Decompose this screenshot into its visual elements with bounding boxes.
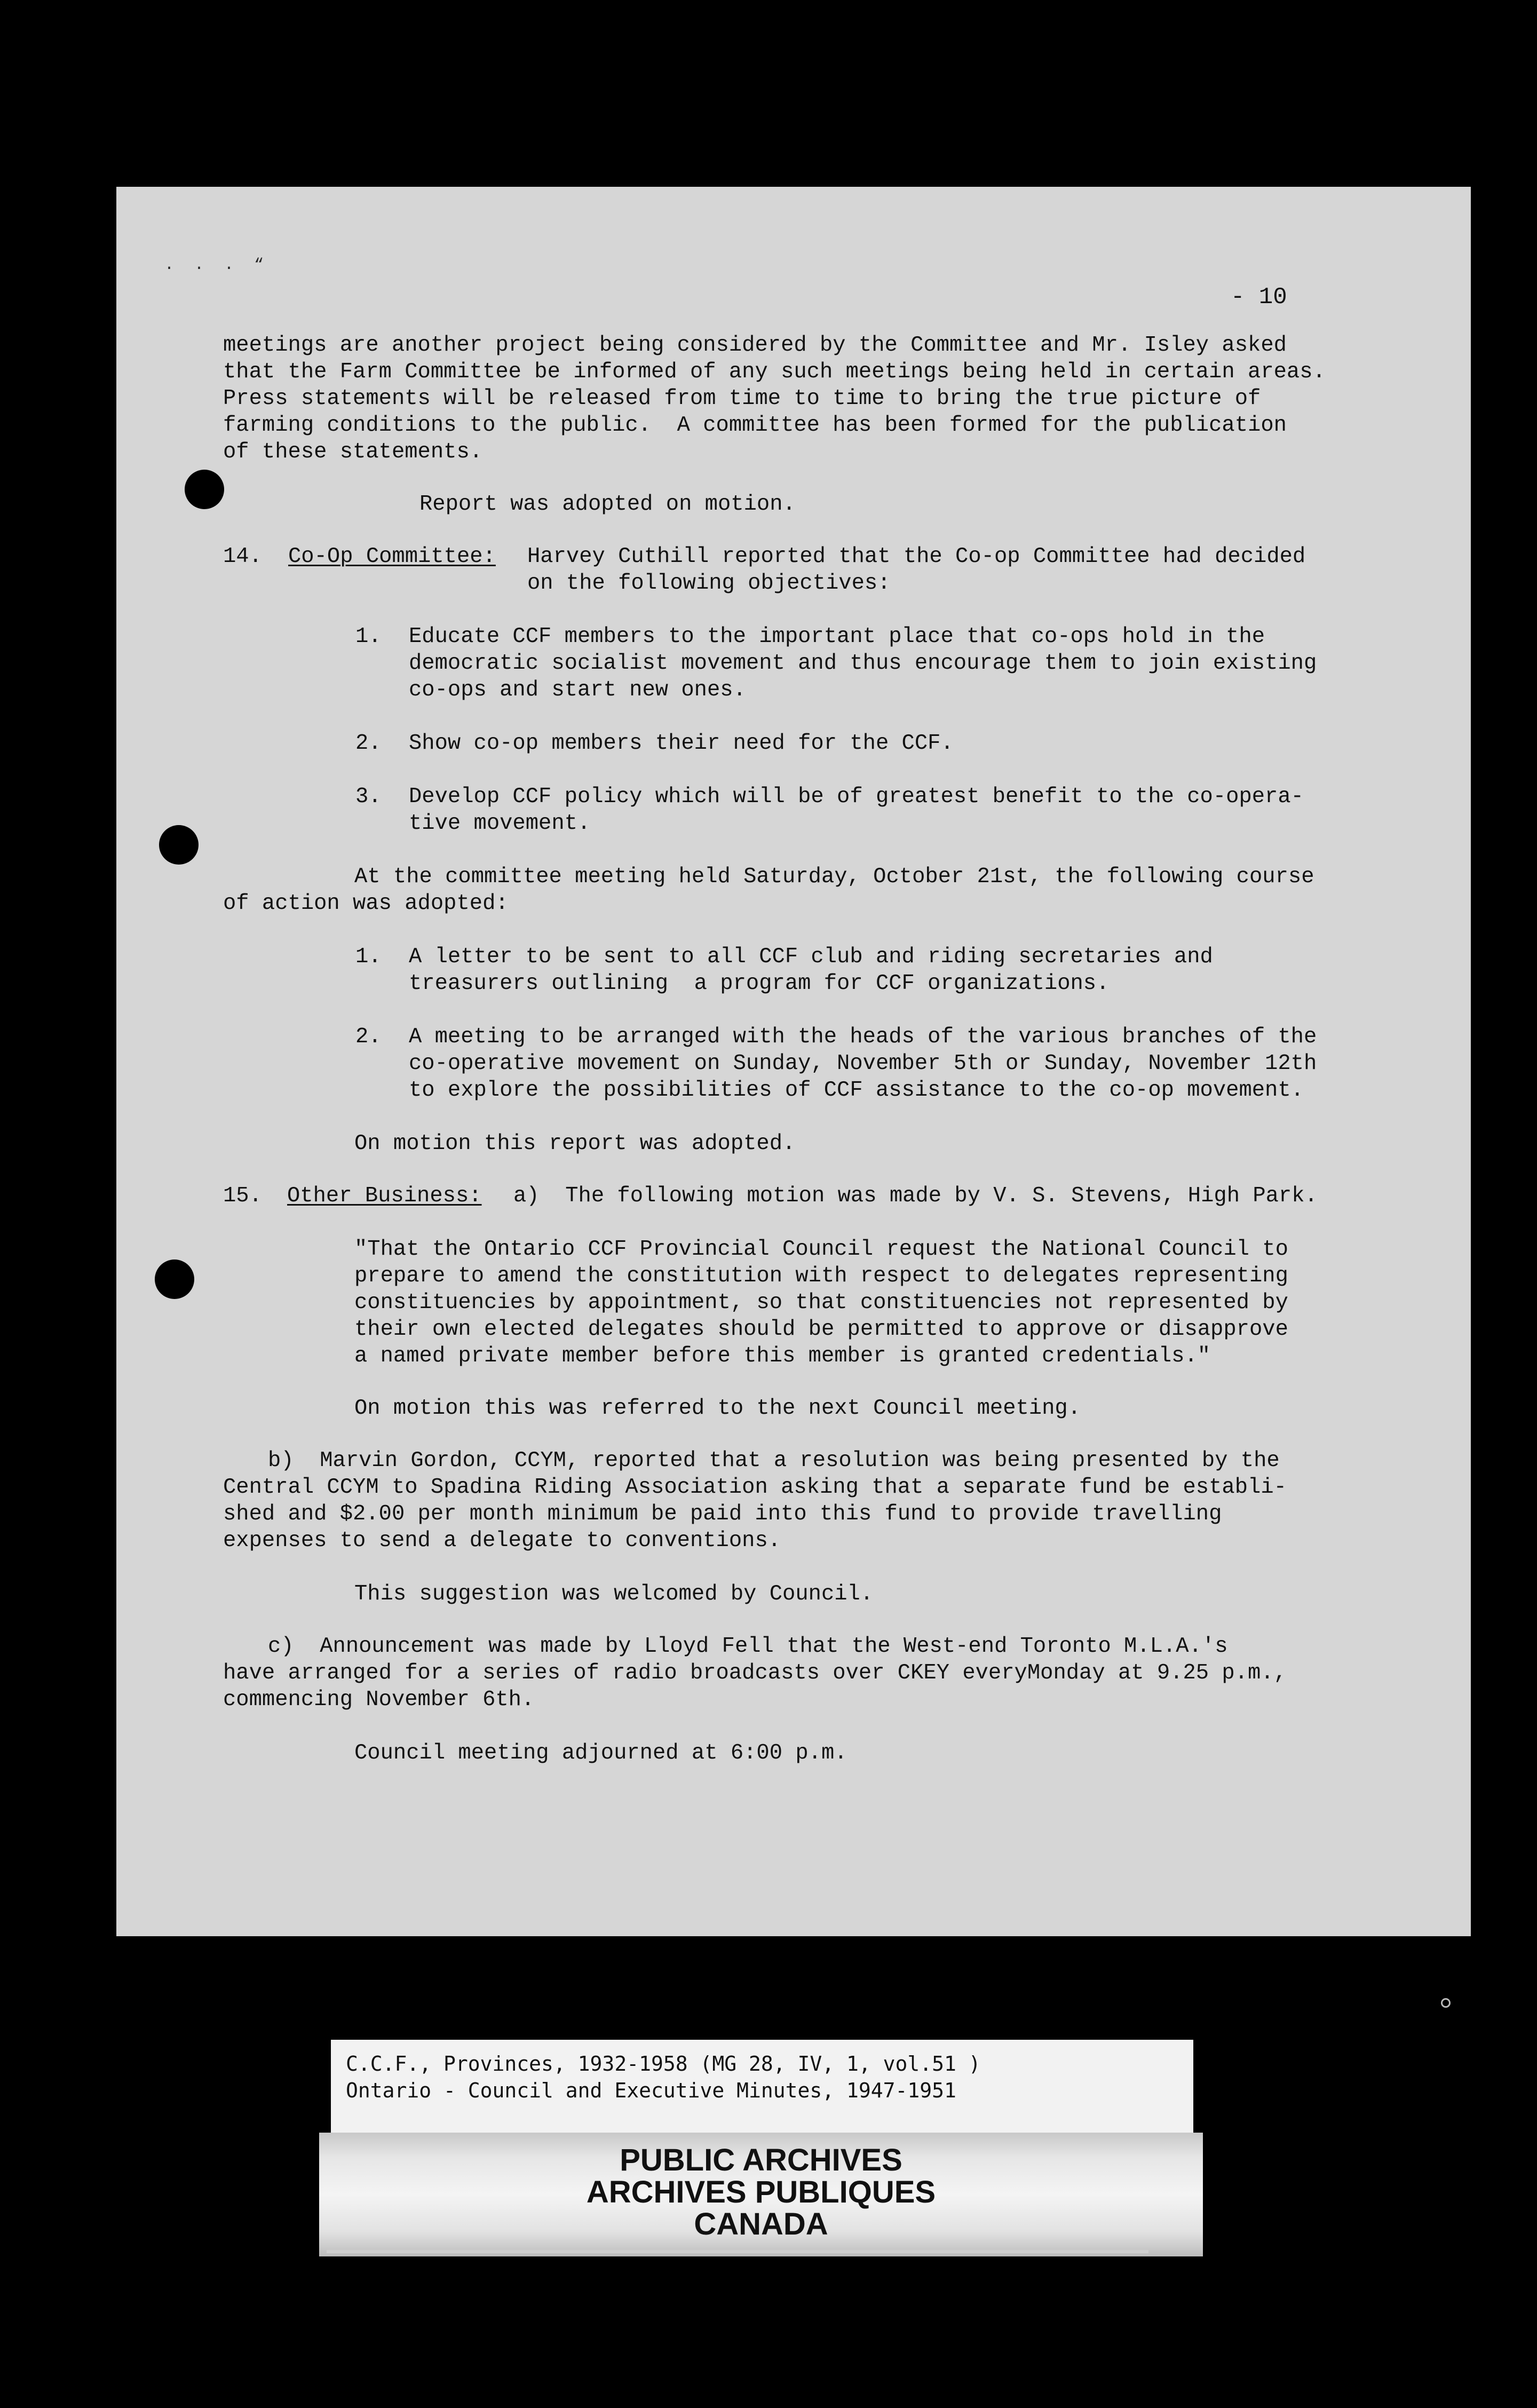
paragraph-line: a) The following motion was made by V. S. Stevens, High Park. xyxy=(513,1184,1318,1208)
paragraph-line: Central CCYM to Spadina Riding Association asking that a separate fund be establi- xyxy=(223,1475,1287,1500)
list-item-line: Educate CCF members to the important place that co-ops hold in the xyxy=(409,624,1265,649)
report-adopted: On motion this report was adopted. xyxy=(354,1131,796,1156)
list-item-line: to explore the possibilities of CCF assistance to the co-op movement. xyxy=(409,1078,1304,1103)
motion-line: constituencies by appointment, so that constituencies not represented by xyxy=(354,1290,1288,1315)
list-item-line: A meeting to be arranged with the heads of the various branches of the xyxy=(409,1025,1317,1049)
list-item-line: Develop CCF policy which will be of greatest benefit to the co-opera- xyxy=(409,785,1304,809)
list-number: 1. xyxy=(355,945,382,969)
list-number: 3. xyxy=(355,785,382,809)
page-number: - 10 xyxy=(1231,284,1287,311)
list-number: 1. xyxy=(355,624,382,649)
motion-line: their own elected delegates should be permitted to approve or disapprove xyxy=(354,1317,1288,1342)
list-number: 2. xyxy=(355,1025,382,1049)
paragraph-line: of these statements. xyxy=(223,440,483,464)
stamp-line: ARCHIVES PUBLIQUES xyxy=(586,2175,936,2209)
section-number: 15. xyxy=(223,1184,262,1208)
punch-hole xyxy=(155,1260,194,1299)
motion-line: a named private member before this member is granted credentials." xyxy=(354,1344,1211,1368)
corner-mark: . . . “ xyxy=(164,256,270,274)
section-heading: Other Business: xyxy=(287,1184,482,1208)
dust-speck xyxy=(1441,1998,1451,2008)
section-number: 14. xyxy=(223,544,262,569)
motion-line: prepare to amend the constitution with respect to delegates representing xyxy=(354,1264,1288,1288)
paragraph-line: farming conditions to the public. A committee has been formed for the publication xyxy=(223,413,1287,438)
list-item-line: co-operative movement on Sunday, November 5th or Sunday, November 12th xyxy=(409,1051,1317,1076)
report-adopted: Report was adopted on motion. xyxy=(419,492,796,517)
list-item-line: co-ops and start new ones. xyxy=(409,678,746,702)
paragraph-line: b) Marvin Gordon, CCYM, reported that a resolution was being presented by the xyxy=(268,1448,1280,1473)
paragraph-line: that the Farm Committee be informed of any such meetings being held in certain areas. xyxy=(223,360,1326,384)
stamp-line: CANADA xyxy=(694,2207,828,2241)
paragraph-line: Harvey Cuthill reported that the Co-op Committee had decided xyxy=(527,544,1306,569)
punch-hole xyxy=(185,470,224,509)
list-item-line: treasurers outlining a program for CCF organizations. xyxy=(409,971,1110,996)
paragraph-line: Press statements will be released from time to time to bring the true picture of xyxy=(223,386,1261,411)
archive-stamp xyxy=(319,2133,1203,2256)
archive-label-line: Ontario - Council and Executive Minutes, 1947-1951 xyxy=(346,2079,956,2102)
punch-hole xyxy=(159,825,199,865)
document-page xyxy=(116,187,1471,1936)
paragraph-line: This suggestion was welcomed by Council. xyxy=(354,1582,874,1606)
paragraph-line: have arranged for a series of radio broadcasts over CKEY everyMonday at 9.25 p.m., xyxy=(223,1661,1287,1685)
archive-reference-label xyxy=(331,2040,1193,2134)
paragraph-line: At the committee meeting held Saturday, October 21st, the following course xyxy=(354,865,1314,889)
list-item-line: tive movement. xyxy=(409,811,591,836)
paragraph-line: meetings are another project being considered by the Committee and Mr. Isley asked xyxy=(223,333,1287,358)
list-item-line: democratic socialist movement and thus encourage them to join existing xyxy=(409,651,1317,676)
paragraph-line: on the following objectives: xyxy=(527,571,891,596)
stamp-edge xyxy=(327,2250,1148,2253)
section-heading: Co-Op Committee: xyxy=(288,544,496,569)
paragraph-line: shed and $2.00 per month minimum be paid into this fund to provide travelling xyxy=(223,1502,1222,1526)
motion-line: "That the Ontario CCF Provincial Council request the National Council to xyxy=(354,1237,1288,1262)
paragraph-line: commencing November 6th. xyxy=(223,1688,535,1712)
paragraph-line: of action was adopted: xyxy=(223,891,509,916)
list-item-line: Show co-op members their need for the CCF. xyxy=(409,731,954,756)
stamp-line: PUBLIC ARCHIVES xyxy=(620,2143,902,2177)
paragraph-line: c) Announcement was made by Lloyd Fell that the West-end Toronto M.L.A.'s xyxy=(268,1634,1228,1659)
adjournment-line: Council meeting adjourned at 6:00 p.m. xyxy=(354,1741,847,1765)
paragraph-line: expenses to send a delegate to conventions. xyxy=(223,1528,781,1553)
paragraph-line: On motion this was referred to the next Council meeting. xyxy=(354,1396,1081,1421)
list-item-line: A letter to be sent to all CCF club and riding secretaries and xyxy=(409,945,1213,969)
archive-label-line: C.C.F., Provinces, 1932-1958 (MG 28, IV, 1, vol.51 ) xyxy=(346,2052,981,2076)
list-number: 2. xyxy=(355,731,382,756)
